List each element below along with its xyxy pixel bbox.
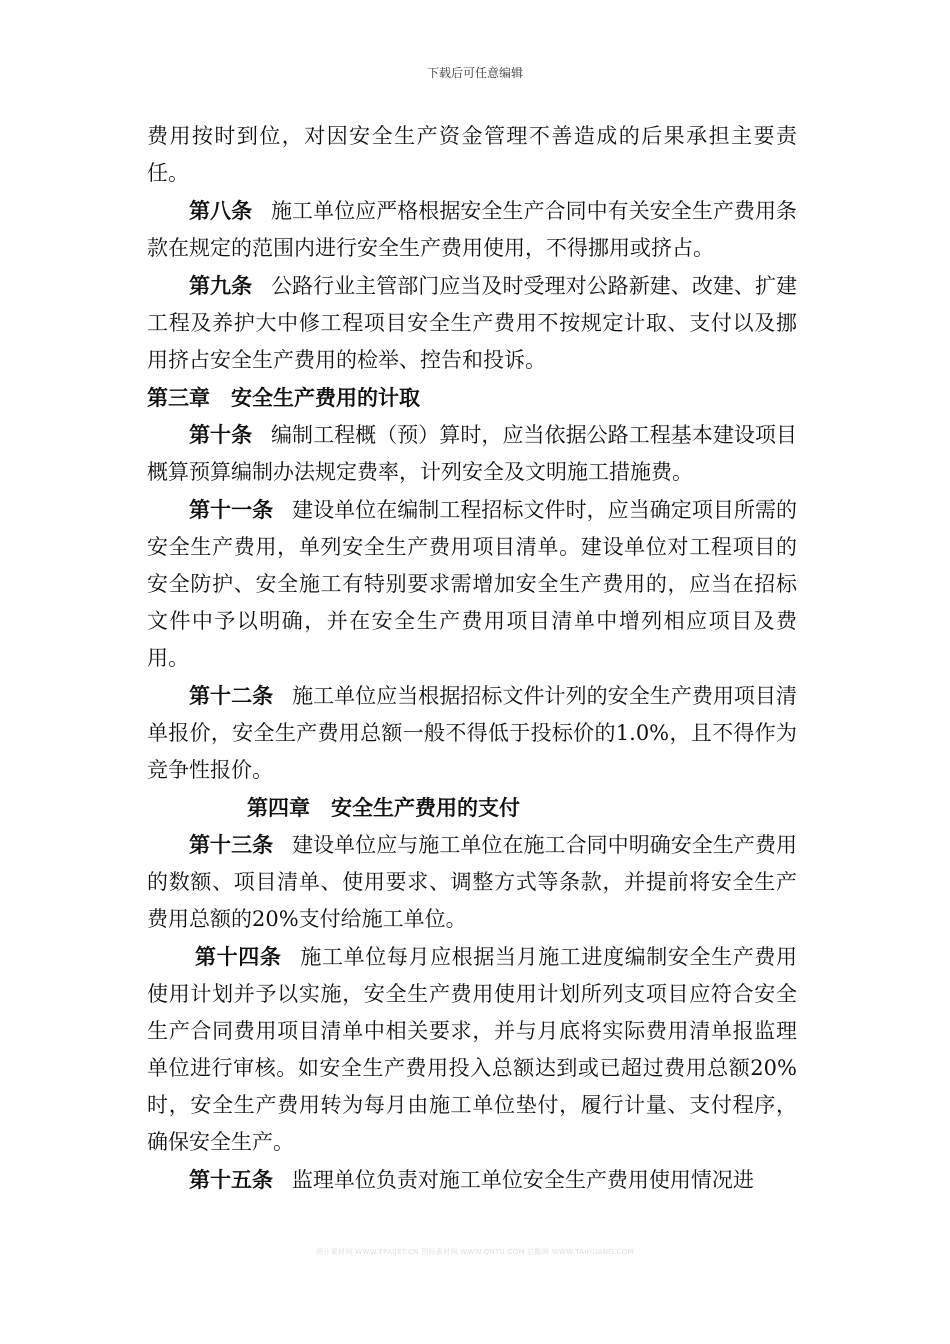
article-14 bbox=[147, 938, 797, 1161]
document-body bbox=[147, 118, 797, 1199]
article-13 bbox=[147, 826, 797, 938]
article-12 bbox=[147, 677, 797, 789]
page-footer-watermark: 图片素材网 WWW.TPAIJET.CN 图标素材网 WWW.QNTU.COM 站酷网 WWW.TAIHUANG.COM bbox=[316, 1248, 634, 1256]
article-number: 第十条 bbox=[189, 422, 253, 447]
article-text: 建设单位在编制工程招标文件时，应当确定项目所需的安全生产费用，单列安全生产费用项目清单。建设单位对工程项目的安全防护、安全施工有特别要求需增加安全生产费用的，应当在招标文件中予以明确，并在安全生产费用项目清单中增列相应项目及费用。 bbox=[147, 498, 798, 670]
article-text: 公路行业主管部门应当及时受理对公路新建、改建、扩建工程及养护大中修工程项目安全生产费用不按规定计取、支付以及挪用挤占安全生产费用的检举、控告和投诉。 bbox=[147, 274, 797, 372]
article-number: 第十五条 bbox=[189, 1167, 273, 1192]
article-number: 第十三条 bbox=[189, 832, 274, 857]
article-text: 建设单位应与施工单位在施工合同中明确安全生产费用的数额、项目清单、使用要求、调整方式等条款，并提前将安全生产费用总额的20%支付给施工单位。 bbox=[147, 833, 798, 931]
article-text: 施工单位每月应根据当月施工进度编制安全生产费用使用计划并予以实施，安全生产费用使用计划所列支项目应符合安全生产合同费用项目清单中相关要求，并与月底将实际费用清单报监理单位进行审核。如安全生产费用投入总额达到或已超过费用总额20%时，安全生产费用转为每月由施工单位垫付，履行计量、支付程序，确保安全生产。 bbox=[147, 945, 798, 1154]
article-text: 施工单位应严格根据安全生产合同中有关安全生产费用条款在规定的范围内进行安全生产费用使用，不得挪用或挤占。 bbox=[147, 199, 797, 260]
article-15 bbox=[147, 1161, 797, 1199]
article-number: 第十一条 bbox=[189, 497, 274, 522]
page-header: 下载后可任意编辑 bbox=[426, 66, 523, 80]
article-number: 第十四条 bbox=[195, 944, 282, 969]
article-9 bbox=[147, 267, 797, 379]
article-text: 施工单位应当根据招标文件计列的安全生产费用项目清单报价，安全生产费用总额一般不得低于投标价的1.0%，且不得作为竞争性报价。 bbox=[147, 684, 798, 782]
article-number: 第八条 bbox=[189, 198, 253, 223]
chapter-3-heading: 第三章 安全生产费用的计取 bbox=[147, 385, 420, 410]
article-number: 第十二条 bbox=[189, 683, 274, 708]
article-11 bbox=[147, 491, 797, 677]
chapter-4-heading: 第四章 安全生产费用的支付 bbox=[247, 795, 520, 820]
article-8 bbox=[147, 192, 797, 267]
article-text: 编制工程概（预）算时，应当依据公路工程基本建设项目概算预算编制办法规定费率，计列安全及文明施工措施费。 bbox=[147, 423, 797, 484]
article-10 bbox=[147, 416, 797, 491]
article-text: 监理单位负责对施工单位安全生产费用使用情况进 bbox=[291, 1168, 754, 1192]
article-number: 第九条 bbox=[189, 273, 253, 298]
paragraph-continuation: 费用按时到位，对因安全生产资金管理不善造成的后果承担主要责任。 bbox=[147, 124, 797, 185]
